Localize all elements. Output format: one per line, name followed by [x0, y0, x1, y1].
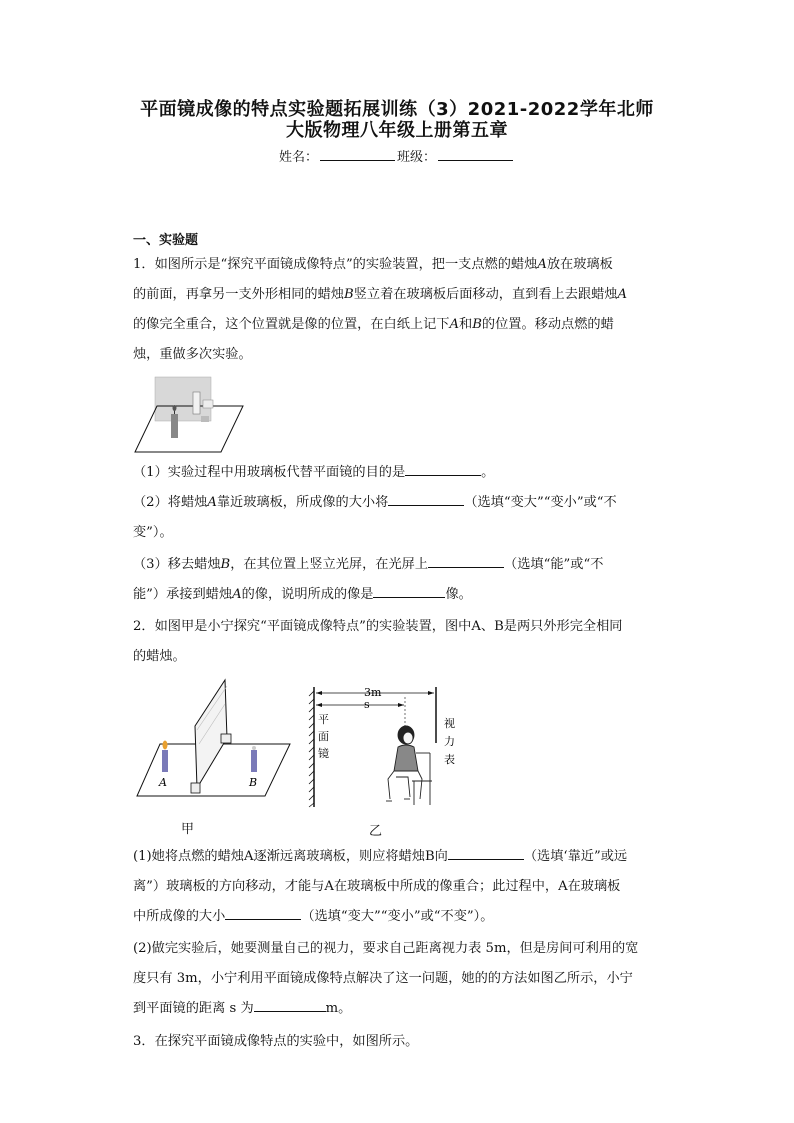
q1-sub3: （3）移去蜡烛B，在其位置上竖立光屏，在光屏上 （选填“能”或“不 能”）承接到蜡烛A的像，说明所成的像是 像。: [133, 550, 663, 610]
document-title-line1: 平面镜成像的特点实验题拓展训练（3）2021-2022学年北师: [140, 99, 654, 120]
svg-text:面: 面: [318, 730, 329, 743]
q1-sub2-blank[interactable]: [388, 491, 464, 506]
q1-sub1-blank[interactable]: [405, 461, 481, 476]
question-1: 1．如图所示是“探究平面镜成像特点”的实验装置，把一支点燃的蜡烛A放在玻璃板 的前面，再拿另一支外形相同的蜡烛B竖立着在玻璃板后面移动，直到看上去跟蜡烛A 的像完全重合，这个位置就是像的位置，在白纸上记下A和B的位置。移动点燃的蜡 烛，重做多次实验。: [133, 257, 627, 362]
q1-sub1: （1）实验过程中用玻璃板代替平面镜的目的是 。: [133, 458, 663, 488]
girl-figure: [386, 726, 432, 805]
caption-yi: 乙: [369, 824, 383, 839]
class-label: 班级：: [397, 150, 437, 165]
q1-sub3-blank2[interactable]: [373, 583, 445, 598]
q2-figure-yi: [308, 683, 458, 813]
q2-figure-jia: [135, 678, 295, 800]
class-blank[interactable]: [438, 148, 513, 161]
svg-text:视: 视: [444, 717, 455, 730]
distance-3m: 3m: [364, 686, 382, 699]
name-label: 姓名：: [278, 150, 318, 165]
svg-text:表: 表: [444, 753, 455, 766]
q2-sub2: (2)做完实验后，她要测量自己的视力，要求自己距离视力表 5m，但是房间可利用的宽 度只有 3m，小宁利用平面镜成像特点解决了这一问题，她的的方法如图乙所示，小宁 到平面镜的距离 s 为 m。: [133, 941, 639, 1016]
q1-sub2: （2）将蜡烛A靠近玻璃板，所成像的大小将 （选填“变大”“变小”或“不 变”）。: [133, 488, 663, 548]
q1-figure: [133, 374, 245, 454]
question-2: 2．如图甲是小宁探究“平面镜成像特点”的实验装置，图中A、B是两只外形完全相同 的蜡烛。: [133, 619, 623, 664]
svg-text:力: 力: [444, 735, 455, 748]
q1-sub3-blank1[interactable]: [428, 553, 504, 568]
label-a: A: [159, 776, 167, 789]
label-b: B: [249, 776, 258, 789]
name-class-line: [0, 146, 794, 165]
document-title-line2: 大版物理八年级上册第五章: [286, 120, 508, 141]
caption-jia: 甲: [181, 822, 195, 837]
section-heading: 一、实验题: [133, 233, 199, 248]
question-3: 3．在探究平面镜成像特点的实验中，如图所示。: [133, 1034, 419, 1049]
q2-sub1-blank2[interactable]: [225, 905, 301, 920]
distance-s: s: [364, 698, 370, 711]
name-blank[interactable]: [320, 148, 395, 161]
svg-text:镜: 镜: [318, 747, 329, 760]
q2-sub1: (1)她将点燃的蜡烛A逐渐远离玻璃板，则应将蜡烛B向 （选填‘靠近”或远 离”）玻璃板的方向移动，才能与A在玻璃板中所成的像重合；此过程中，A在玻璃板 中所成像的大小 （选填“变大”“变小”或“不变”）。: [133, 842, 663, 932]
q2-sub2-blank[interactable]: [254, 997, 326, 1012]
q2-sub1-blank1[interactable]: [448, 845, 524, 860]
svg-text:平: 平: [318, 713, 329, 726]
